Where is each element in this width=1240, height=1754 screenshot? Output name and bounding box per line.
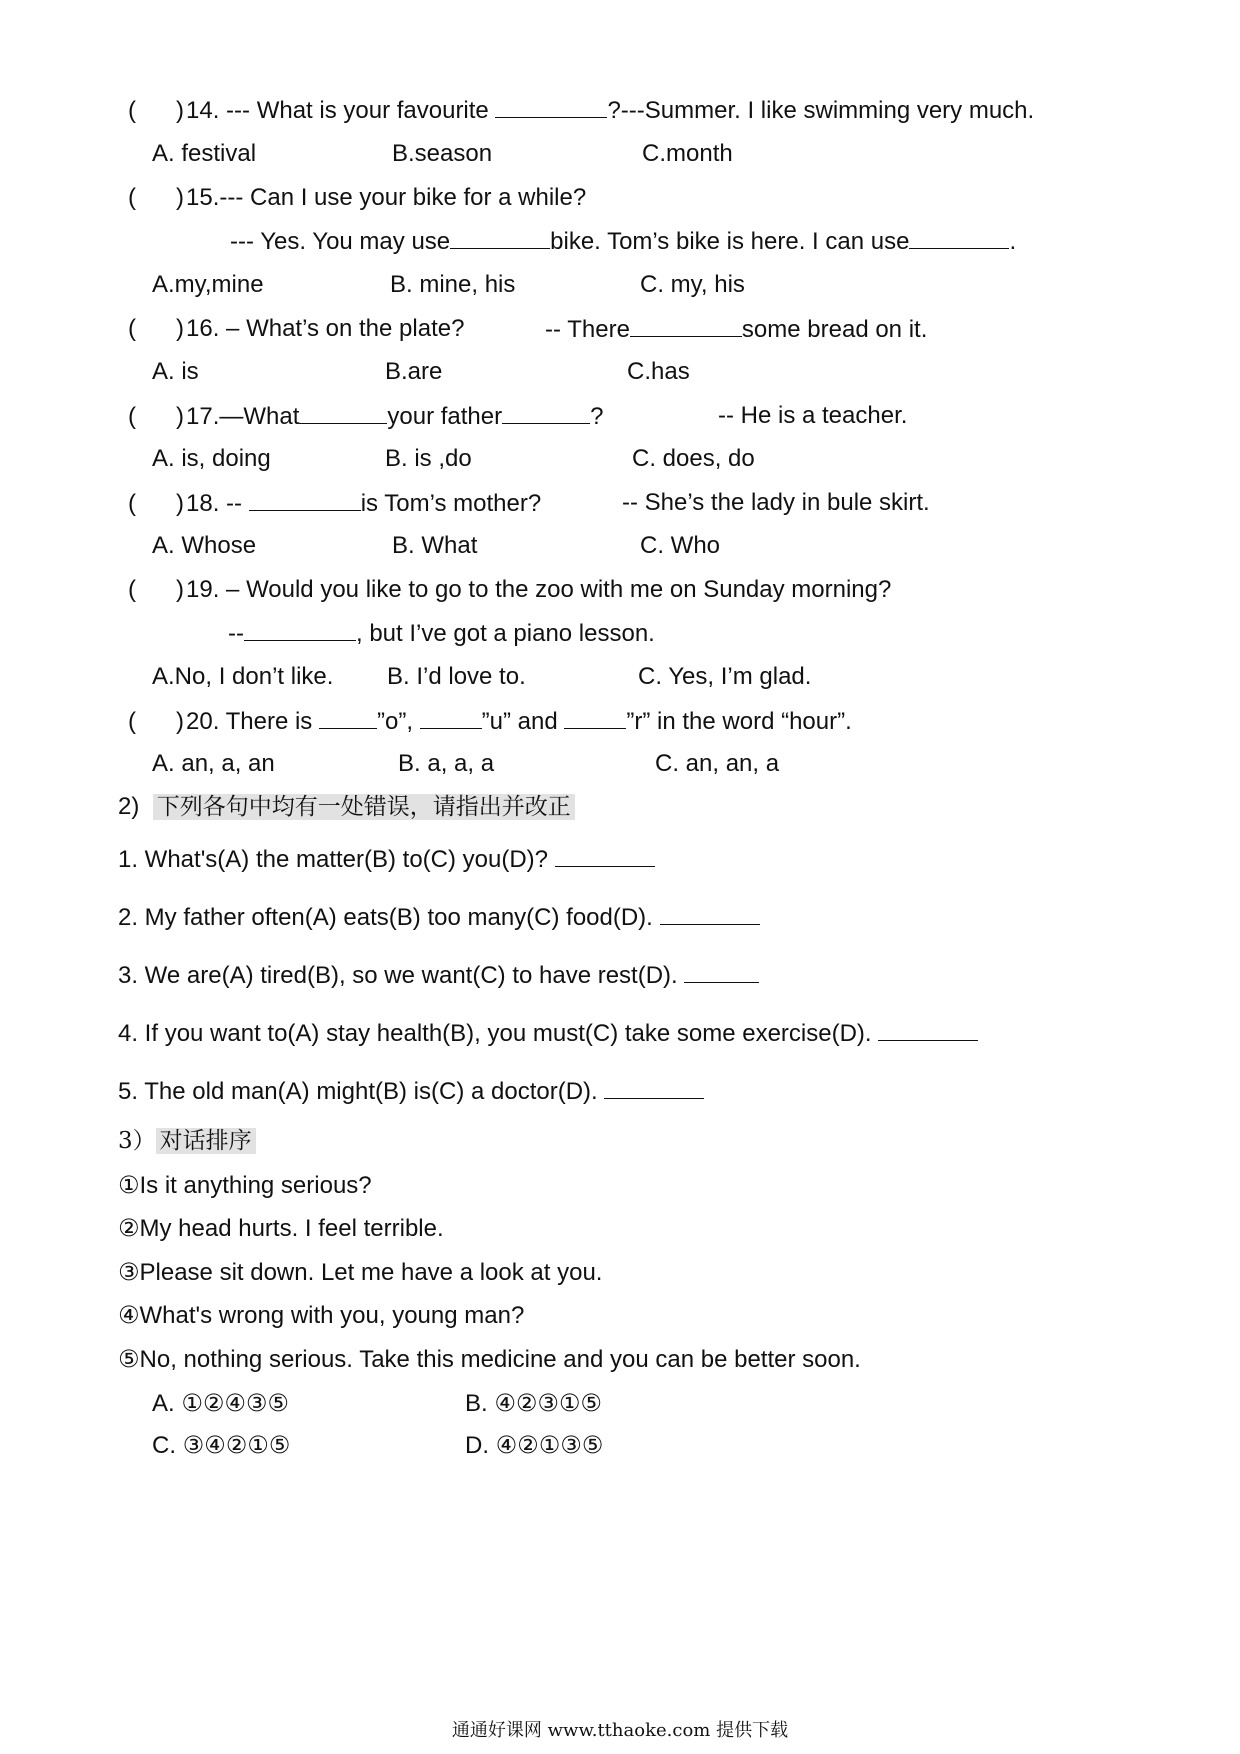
option-a: A. festival [152, 140, 257, 167]
answer-blank[interactable] [660, 902, 760, 925]
question-18-answer: -- She’s the lady in bule skirt. [622, 489, 930, 516]
option-b: B. What [392, 532, 478, 559]
question-text: --- Can I use your bike for a while? [219, 184, 587, 211]
question-text: There is [225, 708, 319, 735]
question-text: -- [228, 620, 244, 647]
option-b: B.season [392, 140, 493, 167]
question-number: 19. [186, 576, 220, 603]
answer-blank[interactable] [909, 226, 1009, 249]
option-a: A.No, I don’t like. [152, 663, 334, 690]
error-item-text: 1. What's(A) the matter(B) to(C) you(D)? [118, 846, 549, 873]
question-text: – Would you like to go to the zoo with me on Sunday morning? [226, 576, 892, 603]
dialogue-line-1: ①Is it anything serious? [118, 1172, 372, 1199]
question-number: 16. [186, 315, 220, 342]
question-text: ”r” in the word “hour”. [626, 708, 852, 735]
question-text: —What [219, 403, 300, 430]
question-17 [128, 401, 603, 432]
answer-bracket[interactable]: ( ) [128, 576, 184, 603]
answer-blank[interactable] [604, 1076, 704, 1099]
answer-blank[interactable] [564, 706, 626, 729]
section-number: 3） [118, 1128, 156, 1154]
question-15-reply [230, 226, 1016, 257]
error-item-5 [118, 1076, 704, 1107]
question-text: ”o”, [376, 708, 420, 735]
answer-blank[interactable] [878, 1018, 978, 1041]
option-a: A. Whose [152, 532, 257, 559]
option-b: B.are [385, 358, 443, 385]
question-text: ”u” and [481, 708, 565, 735]
error-item-4 [118, 1018, 978, 1049]
option-a: A.my,mine [152, 271, 264, 298]
question-number: 14. [186, 97, 220, 124]
question-text: -- There [545, 316, 630, 343]
section-title: 下列各句中均有一处错误，请指出并改正 [153, 794, 575, 820]
answer-blank[interactable] [495, 95, 607, 118]
question-text: – What’s on the plate? [226, 315, 465, 342]
question-16 [128, 314, 464, 344]
error-item-text: 4. If you want to(A) stay health(B), you must(C) take some exercise(D). [118, 1020, 872, 1047]
answer-bracket[interactable]: ( ) [128, 184, 184, 211]
error-item-text: 3. We are(A) tired(B), so we want(C) to have rest(D). [118, 962, 678, 989]
option-c: C. Yes, I’m glad. [638, 663, 812, 690]
option-b: B. I’d love to. [387, 663, 526, 690]
option-b: B. mine, his [390, 271, 516, 298]
answer-blank[interactable] [319, 706, 377, 729]
option-b: B. is ,do [385, 445, 472, 472]
answer-blank[interactable] [299, 401, 387, 424]
option-c: C. my, his [640, 271, 745, 298]
question-19-reply [228, 618, 655, 649]
question-16-answer [545, 314, 927, 345]
question-text: --- Yes. You may use [230, 228, 451, 255]
answer-bracket[interactable]: ( ) [128, 403, 184, 430]
question-number: 20. [186, 708, 220, 735]
question-14 [128, 95, 1034, 126]
question-number: 18. [186, 490, 220, 517]
question-text: your father [387, 403, 503, 430]
option-c: C.month [642, 140, 733, 167]
question-text: is Tom’s mother? [360, 490, 542, 517]
error-item-2 [118, 902, 760, 933]
question-text: some bread on it. [741, 316, 928, 343]
answer-bracket[interactable]: ( ) [128, 490, 184, 517]
option-a: A. is [152, 358, 199, 385]
dialogue-line-2: ②My head hurts. I feel terrible. [118, 1215, 444, 1242]
question-text: . [1009, 228, 1017, 255]
dialogue-line-3: ③Please sit down. Let me have a look at you. [118, 1259, 603, 1286]
section-number: 2) [118, 793, 140, 820]
answer-blank[interactable] [630, 314, 742, 337]
question-19 [128, 575, 891, 605]
order-option-d: D. ④②①③⑤ [465, 1432, 604, 1459]
error-item-3 [118, 960, 759, 991]
section-2-heading [118, 792, 575, 822]
answer-blank[interactable] [450, 226, 550, 249]
section-3-heading [118, 1126, 256, 1156]
option-c: C. Who [640, 532, 721, 559]
answer-blank[interactable] [555, 844, 655, 867]
question-text: , but I’ve got a piano lesson. [355, 620, 655, 647]
question-18 [128, 488, 541, 519]
question-20 [128, 706, 852, 737]
section-title: 对话排序 [156, 1128, 256, 1154]
question-text: -- [226, 490, 249, 517]
page-footer: 通通好课网 www.tthaoke.com 提供下载 [451, 1720, 789, 1741]
answer-bracket[interactable]: ( ) [128, 97, 184, 124]
answer-blank[interactable] [244, 618, 356, 641]
order-option-a: A. ①②④③⑤ [152, 1390, 289, 1417]
dialogue-line-5: ⑤No, nothing serious. Take this medicine and you can be better soon. [118, 1346, 861, 1373]
answer-blank[interactable] [502, 401, 590, 424]
question-text: ? [590, 403, 604, 430]
question-text: --- What is your favourite [226, 97, 496, 124]
question-text: ?---Summer. I like swimming very much. [607, 97, 1035, 124]
answer-blank[interactable] [684, 960, 759, 983]
option-c: C. an, an, a [655, 750, 780, 777]
answer-bracket[interactable]: ( ) [128, 708, 184, 735]
option-c: C. does, do [632, 445, 755, 472]
option-b: B. a, a, a [398, 750, 495, 777]
question-17-answer: -- He is a teacher. [718, 402, 908, 429]
order-option-c: C. ③④②①⑤ [152, 1432, 291, 1459]
question-15 [128, 183, 586, 213]
option-c: C.has [627, 358, 690, 385]
question-number: 15. [186, 184, 220, 211]
error-item-text: 2. My father often(A) eats(B) too many(C) food(D). [118, 904, 653, 931]
order-option-b: B. ④②③①⑤ [465, 1390, 602, 1417]
question-text: bike. Tom’s bike is here. I can use [550, 228, 910, 255]
option-a: A. an, a, an [152, 750, 275, 777]
answer-blank[interactable] [420, 706, 482, 729]
question-number: 17. [186, 403, 220, 430]
dialogue-line-4: ④What's wrong with you, young man? [118, 1302, 525, 1329]
error-item-text: 5. The old man(A) might(B) is(C) a doctor(D). [118, 1078, 598, 1105]
error-item-1 [118, 844, 655, 875]
answer-bracket[interactable]: ( ) [128, 315, 184, 342]
answer-blank[interactable] [249, 488, 361, 511]
option-a: A. is, doing [152, 445, 271, 472]
